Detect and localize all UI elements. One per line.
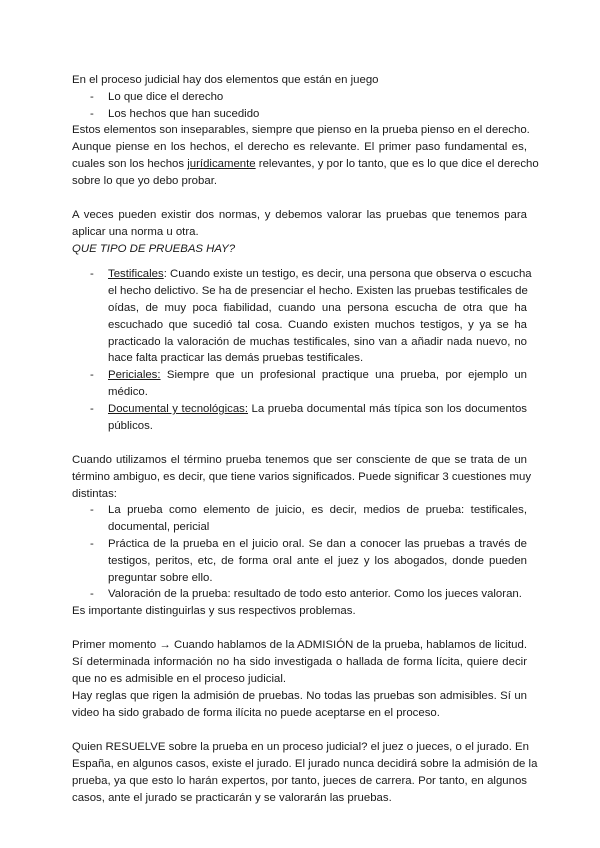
text-segment: cuales son los hechos xyxy=(72,157,188,170)
text-segment: : Cuando existe un testigo, es decir, una persona que observa o escucha xyxy=(163,268,532,280)
text-line xyxy=(108,266,532,283)
text-line: término ambiguo, es decir, que tiene varios significados. Puede significar 3 cuestiones muy xyxy=(72,470,532,483)
underlined-term: Testificales xyxy=(108,268,164,280)
text-line: Cuando utilizamos el término prueba tenemos que ser consciente de que se trata de un xyxy=(72,454,527,466)
list-item xyxy=(72,89,527,106)
text-line: casos, ante el jurado se practicarán y se valorarán las pruebas. xyxy=(72,791,392,804)
text-line: Valoración de la prueba: resultado de todo esto anterior. Como los jueces valoran. xyxy=(108,588,522,601)
text-line: QUE TIPO DE PRUEBAS HAY? xyxy=(72,243,236,255)
text-line: En el proceso judicial hay dos elementos que están en juego xyxy=(72,74,379,86)
text-line: Lo que dice el derecho xyxy=(108,91,224,103)
paragraph xyxy=(72,452,532,503)
paragraph xyxy=(72,603,527,620)
bullet-list xyxy=(72,266,532,435)
list-item xyxy=(72,367,527,401)
dash-bullet-icon: - xyxy=(90,268,94,280)
text-line: Primer momento → Cuando hablamos de la ADMISIÓN de la prueba, hablamos de licitud. xyxy=(72,639,527,651)
paragraph xyxy=(72,72,527,89)
list-item xyxy=(72,106,527,123)
text-line xyxy=(108,401,527,418)
text-line: preguntar sobre ello. xyxy=(108,571,213,584)
underlined-term: Periciales: xyxy=(108,369,161,382)
text-line: A veces pueden existir dos normas, y debemos valorar las pruebas que tenemos para xyxy=(72,209,527,221)
text-line: sobre lo que yo debo probar. xyxy=(72,174,218,187)
text-line: distintas: xyxy=(72,487,117,500)
text-line: Hay reglas que rigen la admisión de pruebas. No todas las pruebas son admisibles. Sí un xyxy=(72,690,527,702)
text-line: Estos elementos son inseparables, siempre que pienso en la prueba pienso en el derecho. xyxy=(72,124,530,136)
paragraph xyxy=(72,637,527,688)
section-heading xyxy=(72,241,527,258)
text-line: médico. xyxy=(108,386,148,399)
dash-bullet-icon: - xyxy=(90,588,94,601)
text-segment: relevantes, y por lo tanto, que es lo que dice el derecho xyxy=(255,157,539,170)
text-line: Sí determinada información no ha sido investigada o hallada de forma lícita, quiere decir xyxy=(72,655,527,668)
text-line: oídas, de muy poca fiabilidad, cuando una persona escucha de otra que ha xyxy=(108,301,527,314)
text-line: que no es admisible en el proceso judicial. xyxy=(72,672,287,685)
paragraph xyxy=(72,688,527,722)
dash-bullet-icon: - xyxy=(90,107,94,120)
text-line: el hecho delictivo. Se ha de presenciar el hecho. Existen las pruebas testificales de xyxy=(108,284,528,297)
text-line: testigos, peritos, etc, de forma oral ante el juez y los abogados, donde pueden xyxy=(108,554,527,567)
text-line: Aunque piense en los hechos, el derecho es relevante. El primer paso fundamental es, xyxy=(72,140,527,153)
text-line: documental, pericial xyxy=(108,520,210,533)
text-line: video ha sido grabado de forma ilícita no puede aceptarse en el proceso. xyxy=(72,706,440,719)
paragraph xyxy=(72,122,539,190)
bullet-list xyxy=(72,502,527,603)
text-line: Los hechos que han sucedido xyxy=(108,107,260,120)
list-item xyxy=(72,502,527,536)
underlined-term: Documental y tecnológicas: xyxy=(108,403,249,416)
paragraph xyxy=(72,739,538,807)
list-item xyxy=(72,536,527,587)
text-line: aplicar una norma u otra. xyxy=(72,225,199,238)
text-line xyxy=(72,156,539,173)
text-line: Práctica de la prueba en el juicio oral. Se dan a conocer las pruebas a través de xyxy=(108,537,527,550)
dash-bullet-icon: - xyxy=(90,504,94,516)
text-line: Es importante distinguirlas y sus respectivos problemas. xyxy=(72,605,356,617)
dash-bullet-icon: - xyxy=(90,403,94,416)
bullet-list xyxy=(72,89,527,123)
list-item xyxy=(72,586,527,603)
dash-bullet-icon: - xyxy=(90,537,94,550)
dash-bullet-icon: - xyxy=(90,91,94,103)
text-line: públicos. xyxy=(108,420,153,433)
text-line: hace falta practicar las demás pruebas testificales. xyxy=(108,352,364,365)
list-item xyxy=(72,266,532,367)
text-line: prueba, ya que esto lo harán expertos, por tanto, jueces de carrera. Por tanto, en algunos xyxy=(72,774,527,787)
text-line: España, en algunos casos, existe el jurado. El jurado nunca decidirá sobre la admisión de la xyxy=(72,757,538,770)
text-segment: La prueba documental más típica son los documentos xyxy=(248,403,527,416)
dash-bullet-icon: - xyxy=(90,369,94,382)
list-item xyxy=(72,401,527,435)
text-line: escuchado que sucedió tal cosa. Cuando existen muchos testigos, y ya se ha xyxy=(108,318,527,331)
text-line: La prueba como elemento de juicio, es decir, medios de prueba: testificales, xyxy=(108,504,527,516)
text-segment: Siempre que un profesional practique una prueba, por ejemplo un xyxy=(160,369,527,382)
underlined-term: jurídicamente xyxy=(187,157,256,170)
paragraph xyxy=(72,207,527,241)
text-line xyxy=(108,367,527,384)
text-line: Quien RESUELVE sobre la prueba en un proceso judicial? el juez o jueces, o el jurado. En xyxy=(72,741,529,753)
text-line: practicado la valoración de muchas testificales, sino van a añadir nada nuevo, no xyxy=(108,335,527,348)
